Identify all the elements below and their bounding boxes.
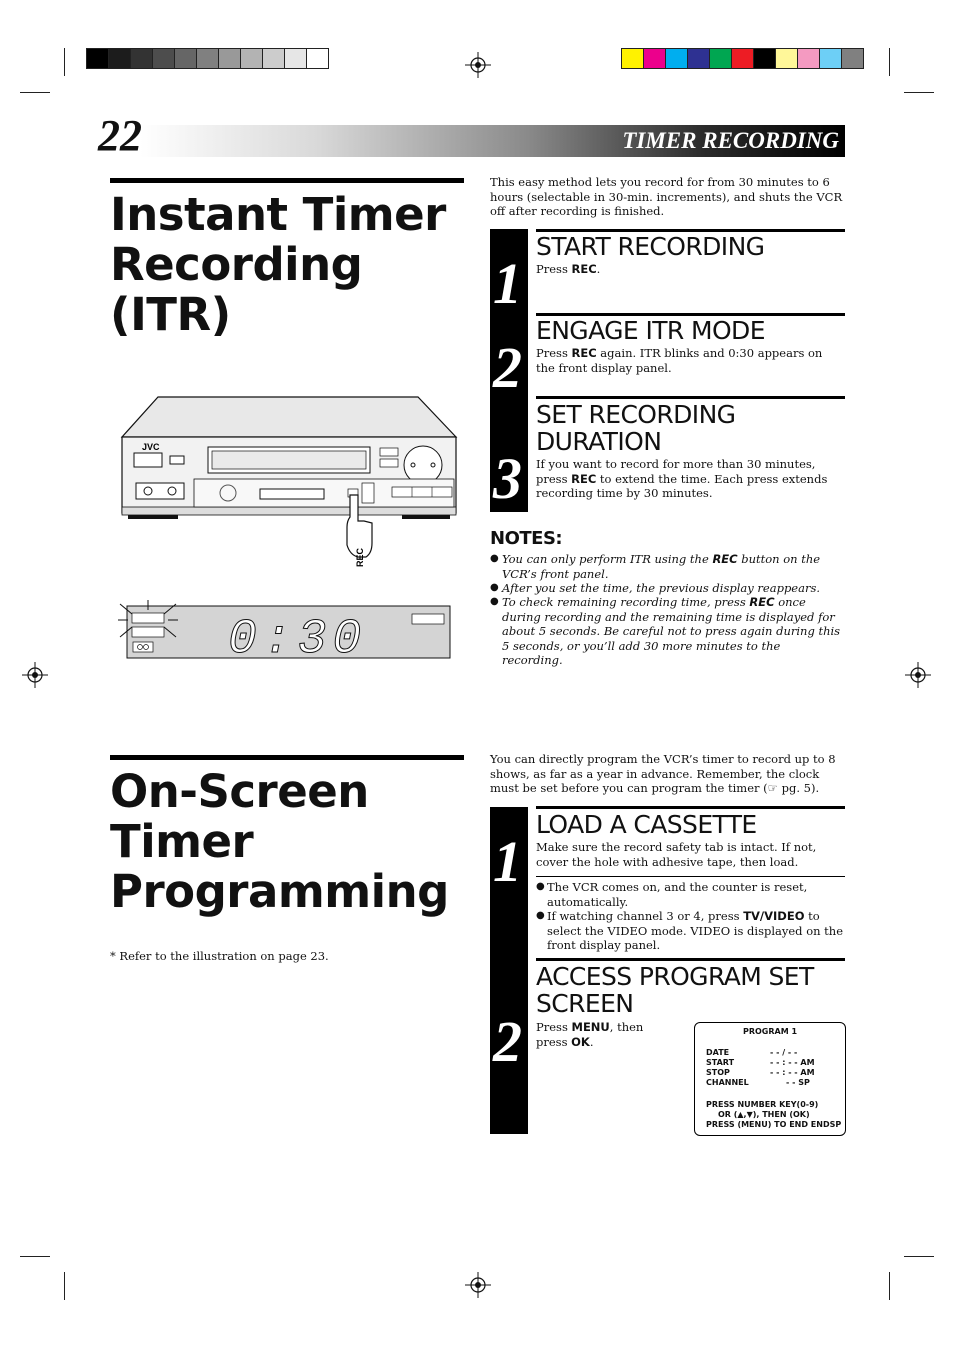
bullet-icon: ● [536,881,545,892]
itr-title [110,190,446,340]
calibration-swatch [307,49,328,68]
step-body: Press MENU, then press OK. [536,1020,644,1049]
step-rule [536,958,845,961]
calibration-swatch [798,49,820,68]
itr-title-line: Recording [110,238,363,291]
footnote: * Refer to the illustration on page 23. [110,949,329,963]
calibration-swatch [87,49,109,68]
ostp-title [110,767,449,917]
section-header-title: TIMER RECORDING [622,128,839,153]
crop-mark [64,1272,65,1300]
page-number: 22 [98,111,142,160]
rec-label: REC [355,547,365,567]
itr-title-line: Instant Timer [110,188,446,241]
calibration-swatch [820,49,842,68]
calibration-swatch [688,49,710,68]
crop-mark [64,48,65,76]
step-rule [536,396,845,399]
step-body: Press REC. [536,262,601,276]
display-time: 0:30 [228,613,368,662]
program-instruction: PRESS (MENU) TO END ENDSP [706,1120,842,1129]
calibration-swatch [776,49,798,68]
program-screen [694,1022,846,1136]
calibration-swatch [153,49,175,68]
step-heading: LOAD A CASSETTE [536,810,757,839]
calibration-swatch [219,49,241,68]
bullet-icon: ● [490,596,499,607]
step-bullet: ● The VCR comes on, and the counter is reset, automatically. [536,880,808,909]
front-display-panel [118,600,454,662]
calibration-swatch [285,49,307,68]
crop-mark [20,1256,50,1257]
crop-mark [889,48,890,76]
step-body: If you want to record for more than 30 minutes, press REC to extend the time. Each press extends recording time by 30 minutes. [536,457,828,500]
ostp-title-line: Programming [110,865,449,918]
gray-calibration-bars [86,48,329,69]
calibration-swatch [732,49,754,68]
program-row: STOP - - : - - AM [706,1068,815,1077]
step-heading: START RECORDING [536,232,765,261]
program-instruction: OR (▲,▼), THEN (OK) [718,1110,810,1119]
title-rule [110,178,464,183]
note-item: ● To check remaining recording time, press REC once during recording and the remaining time is displayed for about 5 seconds. Be careful not to press again during this 5 seconds, or you’ll add 30 more minutes to the recording. [490,595,841,667]
program-screen-title: PROGRAM 1 [742,1027,798,1036]
step-heading: ACCESS PROGRAM SET SCREEN [536,962,814,1018]
step-rule [536,806,845,809]
step-divider [536,876,845,877]
program-row: CHANNEL - - SP [706,1078,810,1087]
calibration-swatch [842,49,863,68]
calibration-swatch [666,49,688,68]
program-row: DATE - - / - - [706,1048,798,1057]
step-number: 2 [493,1009,522,1074]
itr-title-line: (ITR) [110,288,231,341]
step-body: Press REC again. ITR blinks and 0:30 appears on the front display panel. [536,346,823,375]
ostp-title-line: Timer [110,815,254,868]
color-calibration-bars [621,48,864,69]
vcr-illustration [118,395,460,575]
registration-target-icon [465,52,491,78]
itr-intro: This easy method lets you record for from 30 minutes to 6 hours (selectable in 30-min. increments), and shuts the VCR off after recording is finished. [490,175,843,218]
brand-logo: JVC [142,442,160,452]
note-item: ● You can only perform ITR using the REC button on the VCR’s front panel. [490,552,821,581]
bullet-icon: ● [490,553,499,564]
calibration-swatch [710,49,732,68]
crop-mark [904,1256,934,1257]
title-rule [110,755,464,760]
registration-target-icon [22,662,48,688]
calibration-swatch [644,49,666,68]
calibration-swatch [622,49,644,68]
step-bullet: ● If watching channel 3 or 4, press TV/VIDEO to select the VIDEO mode. VIDEO is displayed on the front display panel. [536,909,844,952]
crop-mark [904,92,934,93]
registration-target-icon [465,1272,491,1298]
step-number: 1 [493,251,522,316]
program-instruction: PRESS NUMBER KEY(0-9) [706,1100,819,1109]
note-item: ● After you set the time, the previous display reappears. [490,581,821,595]
bullet-icon: ● [490,582,499,593]
step-heading: ENGAGE ITR MODE [536,316,765,345]
crop-mark [20,92,50,93]
notes-title: NOTES: [490,528,563,549]
calibration-swatch [175,49,197,68]
section-header-band [140,125,845,157]
step-number: 1 [493,829,522,894]
calibration-swatch [754,49,776,68]
calibration-swatch [131,49,153,68]
step-body: Make sure the record safety tab is intact. If not, cover the hole with adhesive tape, then load. [536,840,817,869]
step-number: 3 [493,446,522,511]
calibration-swatch [241,49,263,68]
bullet-icon: ● [536,910,545,921]
registration-target-icon [905,662,931,688]
ostp-intro: You can directly program the VCR’s timer to record up to 8 shows, as far as a year in advance. Remember, the clock must be set before you can program the timer (☞ pg. 5). [490,752,836,795]
calibration-swatch [109,49,131,68]
ostp-title-line: On-Screen [110,765,369,818]
step-heading: SET RECORDING DURATION [536,400,736,456]
crop-mark [889,1272,890,1300]
calibration-swatch [263,49,285,68]
step-number: 2 [493,335,522,400]
calibration-swatch [197,49,219,68]
program-row: START - - : - - AM [706,1058,815,1067]
